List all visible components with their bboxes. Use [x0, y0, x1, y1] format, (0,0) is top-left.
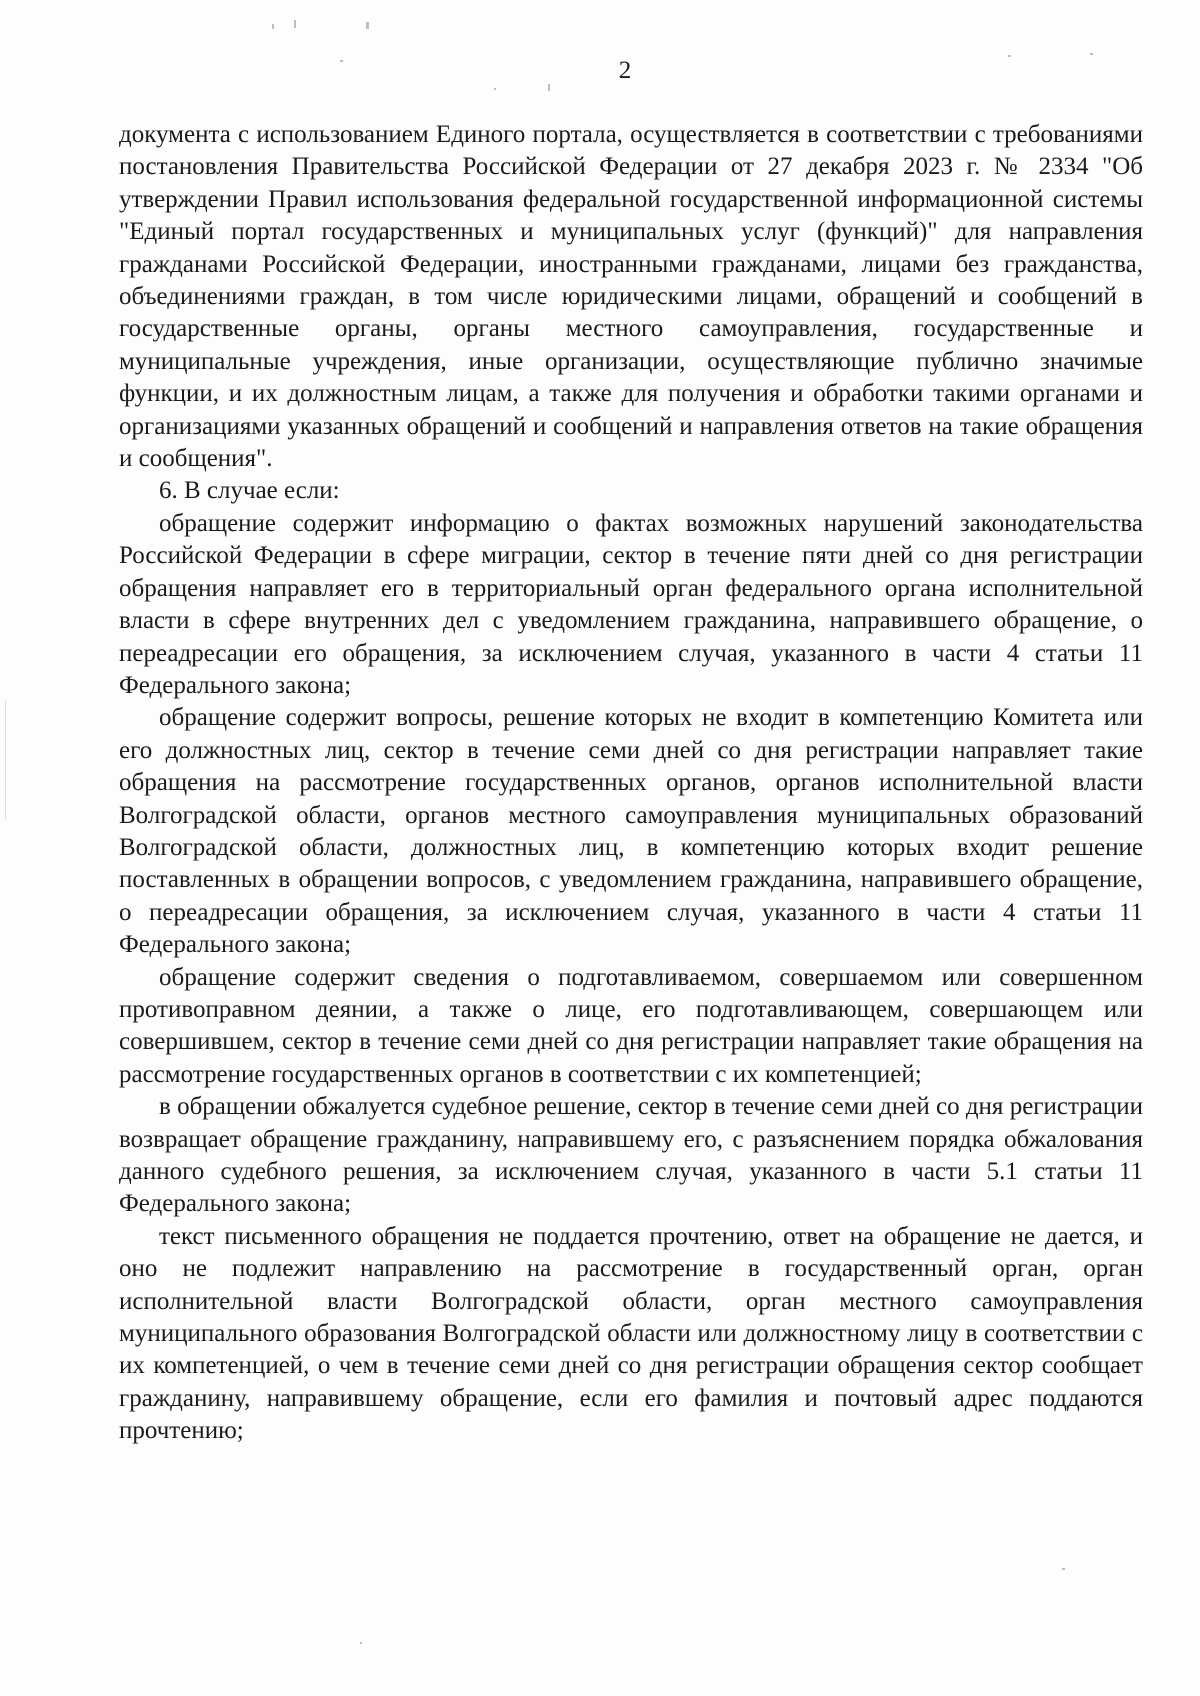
paragraph-court-decision: в обращении обжалуется судебное решение, сектор в течение семи дней со дня регистрации возвращает обращение гражданину, направившему его, с разъяснением порядка обжалования данного судебного решения, за исключением случая, указанного в части 5.1 статьи 11 Федерального закона;	[119, 1093, 1143, 1218]
scan-speck	[5, 700, 6, 820]
paragraph-unlawful-act: обращение содержит сведения о подготавливаемом, совершаемом или совершенном противоправном деянии, а также о лице, его подготавливающем, совершающем или совершившем, сектор в течение семи дней со дня регистрации направляет такие обращения на рассмотрение государственных органов в соответствии с их компетенцией;	[119, 963, 1143, 1088]
scan-speck	[360, 1642, 362, 1644]
paragraph-outside-competence: обращение содержит вопросы, решение которых не входит в компетенцию Комитета или его должностных лиц, сектор в течение семи дней со дня регистрации направляет такие обращения на рассмотрение государственных органов, органов исполнительной власти Волгоградской области, органов местного самоуправления муниципальных образований Волгоградской области, должностных лиц, в компетенцию которых входит решение поставленных в обращении вопросов, с уведомлением гражданина, направившего обращение, о переадресации обращения, за исключением случая, указанного в части 4 статьи 11 Федерального закона;	[119, 704, 1143, 959]
scan-speck	[494, 88, 496, 90]
page-number: 2	[618, 57, 632, 84]
scan-speck	[1062, 1568, 1065, 1570]
paragraph-migration-violations: обращение содержит информацию о фактах возможных нарушений законодательства Российской Федерации в сфере миграции, сектор в течение пяти дней со дня регистрации обращения направляет его в территориальный орган федерального органа исполнительной власти в сфере внутренних дел с уведомлением гражданина, направившего обращение, о переадресации его обращения, за исключением случая, указанного в части 4 статьи 11 Федерального закона;	[119, 509, 1143, 699]
paragraph-illegible-text: текст письменного обращения не поддается прочтению, ответ на обращение не дается, и оно не подлежит направлению на рассмотрение в государственный орган, орган исполнительной власти Волгоградской области, орган местного самоуправления муниципального образования Волгоградской области или должностному лицу в соответствии с их компетенцией, о чем в течение семи дней со дня регистрации обращения сектор сообщает гражданину, направившему обращение, если его фамилия и почтовый адрес поддаются прочтению;	[119, 1222, 1143, 1445]
paragraph-section-6-heading: 6. В случае если:	[159, 477, 340, 505]
paragraph-portal-requirements: документа с использованием Единого портала, осуществляется в соответствии с требованиями постановления Правительства Российской Федерации от 27 декабря 2023 г. № 2334 "Об утверждении Правил использования федеральной государственной информационной системы "Единый портал государственных и муниципальных услуг (функций)" для направления гражданами Российской Федерации, иностранными гражданами, лицами без гражданства, объединениями граждан, в том числе юридическими лицами, обращений и сообщений в государственные органы, органы местного самоуправления, государственные и муниципальные учреждения, иные организации, осуществляющие публично значимые функции, и их должностным лицам, а также для получения и обработки такими органами и организациями указанных обращений и сообщений и направления ответов на такие обращения и сообщения".	[119, 121, 1143, 473]
scan-speck	[272, 24, 274, 29]
document-body	[119, 119, 1143, 1448]
scan-speck	[294, 20, 296, 28]
scan-speck	[1090, 53, 1093, 55]
scan-speck	[366, 22, 369, 29]
